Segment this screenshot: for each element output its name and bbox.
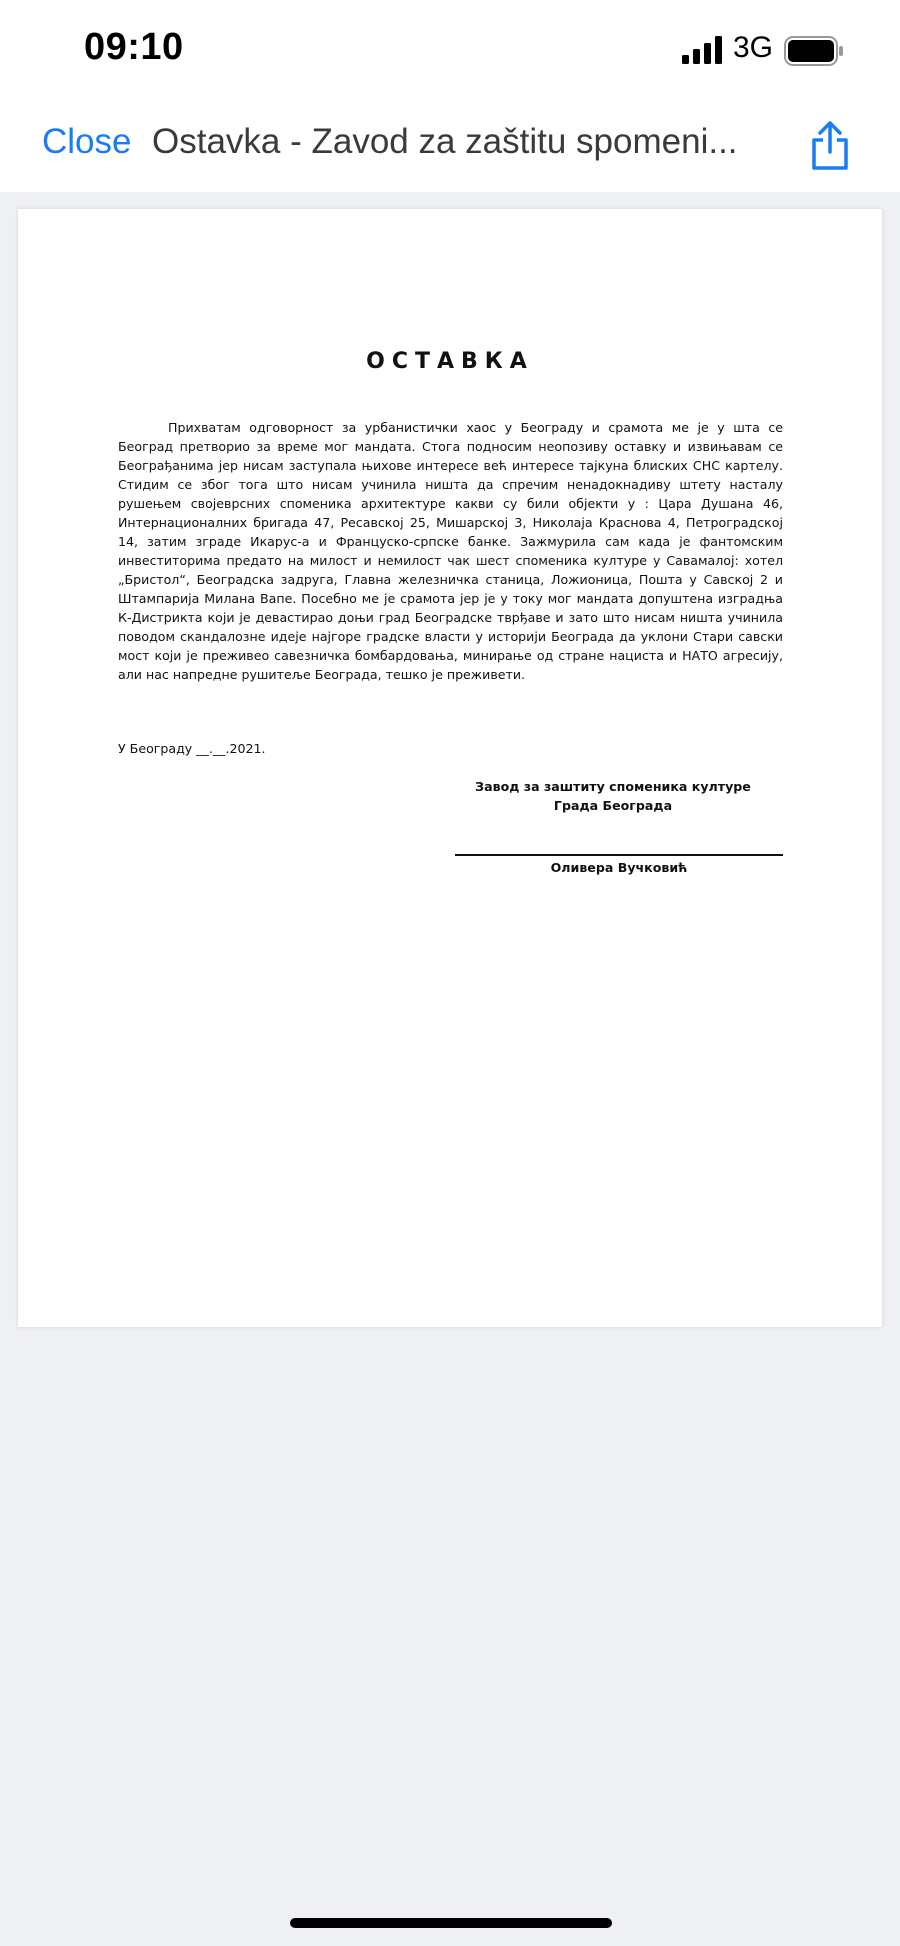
document-date: У Београду __.__.2021.: [118, 741, 266, 756]
document-page[interactable]: [18, 209, 882, 1327]
document-body: Прихватам одговорност за урбанистички хаос у Београду и срамота ме је у шта се Београд претворио за време мог мандата. Стога подносим неопозиву оставку и извињавам се Београђанима јер нисам заступала њихове интересе већ интересе тајкуна блиских СНС картелу. Стидим се због тога што нисам учинила ништа да спречим ненадокнадиву штету насталу рушењем својеврсних споменика архитектуре какви су били објекти у : Цара Душана 46, Интернационалних бригада 47, Ресавској 25, Мишарској 3, Николаја Краснова 4, Петроградској 14, затим зграде Икарус-а и Француско-српске банке. Зажмурила сам када је фантомским инвеститорима предато на милост и немилост чак шест споменика културе у Савамалој: хотел „Бристол“, Београдска задруга, Главна железничка станица, Ложионица, Пошта у Савској 2 и Штампарија Милана Вапе. Посебно ме је срамота јер је у току мог мандата допуштена изградња К-Дистрикта који је девастирао доњи град Београдске тврђаве и зато што нисам ништа учинила поводом скандалозне идеје најгоре градске власти у историји Београда да уклони Стари савски мост који је преживео савезничка бомбардовања, минирање од стране нациста и НАТО агресију, али нас напредне рушитеље Београда, тешко је преживети.: [118, 420, 783, 682]
nav-bar: [0, 102, 900, 192]
status-time: 09:10: [84, 26, 184, 68]
network-type: 3G: [733, 31, 774, 64]
signature-organization-line1: Завод за заштиту споменика културе: [475, 779, 751, 794]
document-heading: ОСТАВКА: [366, 349, 534, 374]
share-icon[interactable]: [808, 120, 852, 172]
signature-organization-line2: Града Београда: [553, 798, 673, 813]
close-button[interactable]: Close: [42, 122, 132, 161]
home-indicator[interactable]: [290, 1918, 612, 1928]
document-title: Ostavka - Zavod za zaštitu spomeni...: [152, 122, 738, 161]
signature-name: Оливера Вучковић: [550, 860, 688, 875]
signal-icon: [682, 36, 724, 64]
status-bar: [0, 0, 900, 102]
battery-icon: [784, 36, 844, 66]
signature-line: [455, 854, 783, 856]
